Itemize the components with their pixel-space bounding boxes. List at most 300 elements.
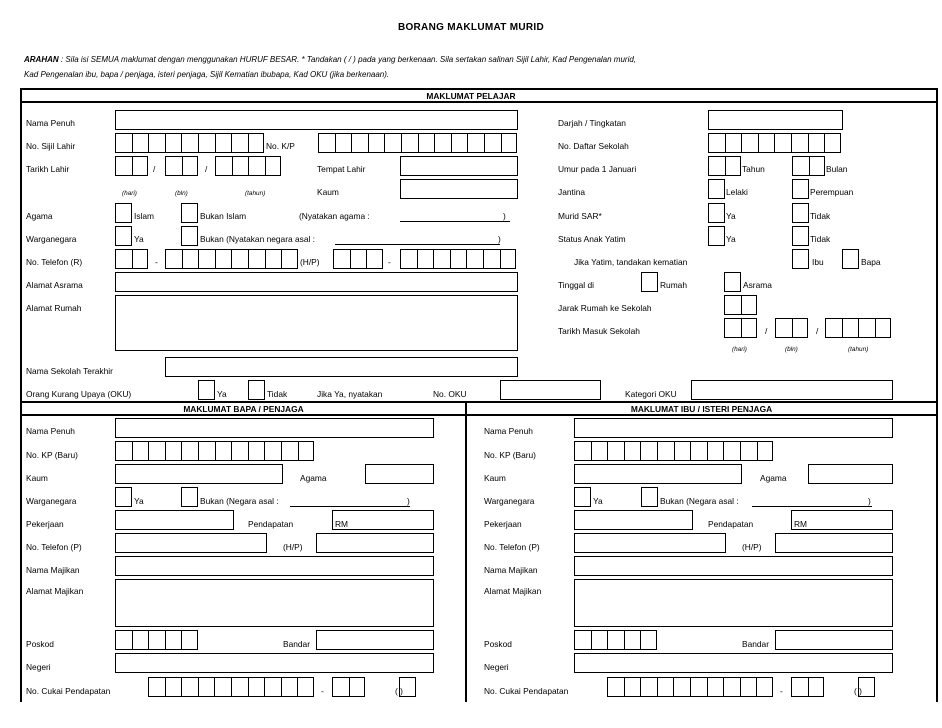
- bapa-negara-line: [290, 506, 410, 507]
- ibu-warganegara-label: Warganegara: [484, 496, 535, 506]
- student-section-header: MAKLUMAT PELAJAR: [426, 91, 516, 101]
- char-cell[interactable]: [740, 441, 757, 461]
- char-cell[interactable]: [757, 441, 774, 461]
- no-telefon-r-label: No. Telefon (R): [26, 257, 83, 267]
- bapa-pendapatan-label: Pendapatan: [248, 519, 294, 529]
- ibu-pendapatan-label: Pendapatan: [708, 519, 754, 529]
- bapa-cukai-label: No. Cukai Pendapatan: [26, 686, 111, 696]
- nama-sekolah-input[interactable]: [165, 357, 518, 377]
- student-section-bottom: [20, 401, 938, 403]
- ibu-majikan-input[interactable]: [574, 556, 893, 576]
- ibu-hp-input[interactable]: [775, 533, 893, 553]
- char-cell[interactable]: [756, 677, 773, 697]
- ibu-nama-label: Nama Penuh: [484, 426, 533, 436]
- bapa-warga-bukan-label: Bukan (Negara asal :: [200, 496, 279, 506]
- char-cell[interactable]: [657, 677, 674, 697]
- char-cell[interactable]: [433, 249, 450, 269]
- bapa-bandar-input[interactable]: [316, 630, 434, 650]
- no-sijil-lahir-label: No. Sijil Lahir: [26, 141, 76, 151]
- bapa-pekerjaan-input[interactable]: [115, 510, 234, 530]
- bapa-cukai-paren: ( ): [395, 686, 403, 696]
- char-cell[interactable]: [741, 295, 758, 315]
- char-cell[interactable]: [674, 441, 691, 461]
- ibu-poskod-label: Poskod: [484, 639, 512, 649]
- char-cell[interactable]: [501, 133, 518, 153]
- ibu-kp-label: No. KP (Baru): [484, 450, 536, 460]
- char-cell[interactable]: [708, 156, 725, 176]
- hp-label: (H/P): [300, 257, 320, 267]
- masuk-hari-hint: (hari): [732, 346, 747, 353]
- char-cell[interactable]: [640, 441, 657, 461]
- char-cell[interactable]: [624, 441, 641, 461]
- bapa-hp-input[interactable]: [316, 533, 434, 553]
- perempuan-checkbox[interactable]: [792, 179, 809, 199]
- yatim-tidak-checkbox[interactable]: [792, 226, 809, 246]
- yatim-ya-checkbox[interactable]: [708, 226, 725, 246]
- char-cell[interactable]: [115, 156, 132, 176]
- warganegara-ya-checkbox[interactable]: [115, 226, 132, 246]
- char-cell[interactable]: [792, 318, 809, 338]
- tarikh-lahir-bln[interactable]: [165, 156, 198, 176]
- char-cell[interactable]: [351, 133, 368, 153]
- nama-penuh-input[interactable]: [115, 110, 518, 130]
- char-cell[interactable]: [842, 318, 859, 338]
- frame-header-bottom: [20, 101, 938, 103]
- char-cell[interactable]: [181, 133, 198, 153]
- char-cell[interactable]: [248, 677, 265, 697]
- char-cell[interactable]: [231, 441, 248, 461]
- kematian-ibu-checkbox[interactable]: [792, 249, 809, 269]
- ibu-telefon-input[interactable]: [574, 533, 726, 553]
- no-oku-input[interactable]: [500, 380, 601, 400]
- oku-ya-checkbox[interactable]: [198, 380, 215, 400]
- alamat-asrama-label: Alamat Asrama: [26, 280, 83, 290]
- bapa-warganegara-label: Warganegara: [26, 496, 77, 506]
- bapa-negeri-input[interactable]: [115, 653, 434, 673]
- char-cell[interactable]: [417, 249, 434, 269]
- char-cell[interactable]: [132, 133, 149, 153]
- warganegara-label: Warganegara: [26, 234, 77, 244]
- jika-yatim-label: Jika Yatim, tandakan kematian: [574, 257, 688, 267]
- char-cell[interactable]: [132, 441, 149, 461]
- char-cell[interactable]: [248, 249, 265, 269]
- char-cell[interactable]: [640, 677, 657, 697]
- nama-penuh-label: Nama Penuh: [26, 118, 75, 128]
- agama-label: Agama: [26, 211, 53, 221]
- alamat-rumah-input[interactable]: [115, 295, 518, 351]
- bapa-agama-input[interactable]: [365, 464, 434, 484]
- char-cell[interactable]: [265, 156, 282, 176]
- char-cell[interactable]: [132, 630, 149, 650]
- alamat-asrama-input[interactable]: [115, 272, 518, 292]
- char-cell[interactable]: [708, 133, 725, 153]
- ibu-cukai-grid[interactable]: [607, 677, 773, 697]
- bapa-nama-input[interactable]: [115, 418, 434, 438]
- tarikh-masuk-tahun[interactable]: [825, 318, 891, 338]
- no-kp-grid[interactable]: [318, 133, 517, 153]
- char-cell[interactable]: [115, 133, 132, 153]
- bapa-hp-label: (H/P): [283, 542, 303, 552]
- warganegara-bukan-label: Bukan (Nyatakan negara asal :: [200, 234, 315, 244]
- bapa-alamat-majikan-input[interactable]: [115, 579, 434, 627]
- char-cell[interactable]: [248, 441, 265, 461]
- bapa-nama-label: Nama Penuh: [26, 426, 75, 436]
- agama-line: [400, 221, 510, 222]
- no-daftar-grid[interactable]: [708, 133, 841, 153]
- char-cell[interactable]: [467, 133, 484, 153]
- islam-checkbox[interactable]: [115, 203, 132, 223]
- char-cell[interactable]: [231, 249, 248, 269]
- ibu-rm-label: RM: [794, 519, 808, 529]
- umur-tahun-grid[interactable]: [708, 156, 741, 176]
- char-cell[interactable]: [673, 677, 690, 697]
- bapa-telefon-input[interactable]: [115, 533, 267, 553]
- char-cell[interactable]: [400, 249, 417, 269]
- char-cell[interactable]: [148, 441, 165, 461]
- oku-label: Orang Kurang Upaya (OKU): [26, 389, 132, 399]
- umur-bulan-label: Bulan: [826, 164, 848, 174]
- char-cell[interactable]: [368, 133, 385, 153]
- telefon-hp-number[interactable]: [400, 249, 516, 269]
- hari-hint: (hari): [122, 190, 137, 197]
- ibu-hp-label: (H/P): [742, 542, 762, 552]
- oku-ya-label: Ya: [217, 389, 227, 399]
- char-cell[interactable]: [725, 133, 742, 153]
- char-cell[interactable]: [281, 249, 298, 269]
- char-cell[interactable]: [248, 156, 265, 176]
- ibu-nama-input[interactable]: [574, 418, 893, 438]
- char-cell[interactable]: [607, 441, 624, 461]
- char-cell[interactable]: [758, 133, 775, 153]
- umur-label: Umur pada 1 Januari: [558, 164, 637, 174]
- sar-tidak-label: Tidak: [810, 211, 831, 221]
- char-cell[interactable]: [281, 677, 298, 697]
- darjah-input[interactable]: [708, 110, 843, 130]
- ibu-poskod-grid[interactable]: [574, 630, 657, 650]
- tarikh-masuk-slash-1: /: [765, 326, 768, 336]
- oku-tidak-label: Tidak: [267, 389, 288, 399]
- char-cell[interactable]: [418, 133, 435, 153]
- parent-header-bottom: [20, 414, 938, 416]
- char-cell[interactable]: [165, 156, 182, 176]
- bapa-majikan-label: Nama Majikan: [26, 565, 80, 575]
- char-cell[interactable]: [366, 249, 383, 269]
- char-cell[interactable]: [165, 133, 182, 153]
- char-cell[interactable]: [281, 441, 298, 461]
- tahun-hint: (tahun): [245, 190, 266, 197]
- father-section-header: MAKLUMAT BAPA / PENJAGA: [183, 404, 304, 414]
- ibu-cukai-dash: -: [780, 686, 783, 696]
- char-cell[interactable]: [115, 441, 132, 461]
- char-cell[interactable]: [640, 630, 657, 650]
- ibu-negeri-input[interactable]: [574, 653, 893, 673]
- sar-ya-label: Ya: [726, 211, 736, 221]
- char-cell[interactable]: [858, 318, 875, 338]
- tarikh-slash-2: /: [205, 164, 208, 174]
- char-cell[interactable]: [214, 677, 231, 697]
- char-cell[interactable]: [231, 133, 248, 153]
- agama-close-paren: ): [503, 211, 506, 221]
- ibu-warga-bukan-label: Bukan (Negara asal :: [660, 496, 739, 506]
- tarikh-lahir-tahun[interactable]: [215, 156, 281, 176]
- no-daftar-label: No. Daftar Sekolah: [558, 141, 629, 151]
- parent-divider: [465, 401, 467, 702]
- char-cell[interactable]: [215, 441, 232, 461]
- char-cell[interactable]: [825, 318, 842, 338]
- warganegara-ya-label: Ya: [134, 234, 144, 244]
- no-oku-label: No. OKU: [433, 389, 467, 399]
- char-cell[interactable]: [607, 630, 624, 650]
- char-cell[interactable]: [215, 133, 232, 153]
- char-cell[interactable]: [198, 677, 215, 697]
- char-cell[interactable]: [875, 318, 892, 338]
- lelaki-label: Lelaki: [726, 187, 748, 197]
- sar-ya-checkbox[interactable]: [708, 203, 725, 223]
- char-cell[interactable]: [350, 249, 367, 269]
- char-cell[interactable]: [775, 318, 792, 338]
- ibu-bandar-input[interactable]: [775, 630, 893, 650]
- char-cell[interactable]: [624, 630, 641, 650]
- bapa-cukai-grid[interactable]: [148, 677, 314, 697]
- tinggal-rumah-checkbox[interactable]: [641, 272, 658, 292]
- char-cell[interactable]: [707, 677, 724, 697]
- ibu-warga-bukan-checkbox[interactable]: [641, 487, 658, 507]
- char-cell[interactable]: [165, 249, 182, 269]
- bapa-warga-ya-checkbox[interactable]: [115, 487, 132, 507]
- char-cell[interactable]: [248, 133, 265, 153]
- umur-bulan-grid[interactable]: [792, 156, 825, 176]
- char-cell[interactable]: [148, 677, 165, 697]
- char-cell[interactable]: [181, 441, 198, 461]
- tarikh-lahir-hari[interactable]: [115, 156, 148, 176]
- sar-tidak-checkbox[interactable]: [792, 203, 809, 223]
- frame-top: [20, 88, 938, 90]
- char-cell[interactable]: [591, 630, 608, 650]
- char-cell[interactable]: [466, 249, 483, 269]
- char-cell[interactable]: [332, 677, 349, 697]
- char-cell[interactable]: [690, 441, 707, 461]
- ibu-alamat-majikan-label: Alamat Majikan: [484, 586, 542, 596]
- char-cell[interactable]: [401, 133, 418, 153]
- char-cell[interactable]: [824, 133, 841, 153]
- nyatakan-agama-label: (Nyatakan agama :: [299, 211, 370, 221]
- telefon-r-number[interactable]: [165, 249, 298, 269]
- char-cell[interactable]: [198, 441, 215, 461]
- bukan-islam-checkbox[interactable]: [181, 203, 198, 223]
- ibu-majikan-label: Nama Majikan: [484, 565, 538, 575]
- char-cell[interactable]: [450, 249, 467, 269]
- kategori-oku-input[interactable]: [691, 380, 893, 400]
- telefon-r-prefix[interactable]: [115, 249, 148, 269]
- char-cell[interactable]: [297, 677, 314, 697]
- ibu-kaum-input[interactable]: [574, 464, 742, 484]
- bapa-poskod-grid[interactable]: [115, 630, 198, 650]
- alamat-rumah-label: Alamat Rumah: [26, 303, 82, 313]
- tarikh-masuk-bln[interactable]: [775, 318, 808, 338]
- char-cell[interactable]: [132, 249, 149, 269]
- char-cell[interactable]: [591, 441, 608, 461]
- char-cell[interactable]: [182, 156, 199, 176]
- ibu-agama-input[interactable]: [808, 464, 893, 484]
- char-cell[interactable]: [657, 441, 674, 461]
- jantina-label: Jantina: [558, 187, 586, 197]
- ibu-alamat-majikan-input[interactable]: [574, 579, 893, 627]
- oku-tidak-checkbox[interactable]: [248, 380, 265, 400]
- char-cell[interactable]: [215, 249, 232, 269]
- bapa-agama-label: Agama: [300, 473, 327, 483]
- tempat-lahir-input[interactable]: [400, 156, 518, 176]
- char-cell[interactable]: [724, 295, 741, 315]
- char-cell[interactable]: [690, 677, 707, 697]
- mother-section-header: MAKLUMAT IBU / ISTERI PENJAGA: [630, 404, 773, 414]
- tarikh-masuk-label: Tarikh Masuk Sekolah: [558, 326, 640, 336]
- telefon-r-dash: -: [155, 257, 158, 267]
- bapa-negeri-label: Negeri: [26, 662, 51, 672]
- char-cell[interactable]: [483, 249, 500, 269]
- kaum-label: Kaum: [317, 187, 339, 197]
- char-cell[interactable]: [165, 677, 182, 697]
- char-cell[interactable]: [181, 630, 198, 650]
- ibu-warga-ya-checkbox[interactable]: [574, 487, 591, 507]
- char-cell[interactable]: [724, 318, 741, 338]
- frame-left: [20, 88, 22, 702]
- bapa-warga-ya-label: Ya: [134, 496, 144, 506]
- char-cell[interactable]: [792, 156, 809, 176]
- char-cell[interactable]: [574, 441, 591, 461]
- char-cell[interactable]: [115, 630, 132, 650]
- char-cell[interactable]: [808, 133, 825, 153]
- bukan-islam-label: Bukan Islam: [200, 211, 247, 221]
- ibu-pekerjaan-label: Pekerjaan: [484, 519, 522, 529]
- char-cell[interactable]: [808, 677, 825, 697]
- kaum-input[interactable]: [400, 179, 518, 199]
- darjah-label: Darjah / Tingkatan: [558, 118, 626, 128]
- char-cell[interactable]: [333, 249, 350, 269]
- nama-sekolah-label: Nama Sekolah Terakhir: [26, 366, 113, 376]
- char-cell[interactable]: [723, 677, 740, 697]
- bapa-warga-bukan-checkbox[interactable]: [181, 487, 198, 507]
- ibu-cukai-paren: ( ): [854, 686, 862, 696]
- char-cell[interactable]: [232, 156, 249, 176]
- char-cell[interactable]: [624, 677, 641, 697]
- char-cell[interactable]: [198, 133, 215, 153]
- char-cell[interactable]: [774, 133, 791, 153]
- ibu-bandar-label: Bandar: [742, 639, 770, 649]
- bapa-kp-label: No. KP (Baru): [26, 450, 78, 460]
- char-cell[interactable]: [725, 156, 742, 176]
- bapa-kp-grid[interactable]: [115, 441, 314, 461]
- char-cell[interactable]: [741, 318, 758, 338]
- char-cell[interactable]: [500, 249, 517, 269]
- ibu-kaum-label: Kaum: [484, 473, 506, 483]
- char-cell[interactable]: [451, 133, 468, 153]
- char-cell[interactable]: [132, 156, 149, 176]
- char-cell[interactable]: [182, 249, 199, 269]
- tarikh-masuk-hari[interactable]: [724, 318, 757, 338]
- char-cell[interactable]: [264, 441, 281, 461]
- char-cell[interactable]: [265, 249, 282, 269]
- char-cell[interactable]: [574, 630, 591, 650]
- instructions-text-1: : Sila isi SEMUA maklumat dengan menggunakan HURUF BESAR. * Tandakan ( / ) pada yang berkenaan. Sila sertakan salinan Sijil Lahir, Kad Pengenalan murid,: [58, 55, 637, 64]
- char-cell[interactable]: [809, 156, 826, 176]
- ibu-pekerjaan-input[interactable]: [574, 510, 693, 530]
- instructions-line-2: Kad Pengenalan ibu, bapa / penjaga, isteri penjaga, Sijil Kematian ibubapa, Kad OKU (jika berkenaan).: [24, 70, 390, 79]
- tarikh-lahir-label: Tarikh Lahir: [26, 164, 70, 174]
- bapa-bandar-label: Bandar: [283, 639, 311, 649]
- no-sijil-lahir-grid[interactable]: [115, 133, 264, 153]
- jarak-grid[interactable]: [724, 295, 757, 315]
- bln-hint: (bln): [175, 190, 188, 197]
- char-cell[interactable]: [231, 677, 248, 697]
- char-cell[interactable]: [741, 133, 758, 153]
- bapa-majikan-input[interactable]: [115, 556, 434, 576]
- char-cell[interactable]: [384, 133, 401, 153]
- form-title: BORANG MAKLUMAT MURID: [397, 22, 545, 33]
- char-cell[interactable]: [434, 133, 451, 153]
- bapa-pekerjaan-label: Pekerjaan: [26, 519, 64, 529]
- char-cell[interactable]: [723, 441, 740, 461]
- bapa-cukai-suffix-grid[interactable]: [332, 677, 365, 697]
- char-cell[interactable]: [264, 677, 281, 697]
- ibu-telefon-label: No. Telefon (P): [484, 542, 540, 552]
- char-cell[interactable]: [791, 677, 808, 697]
- ibu-cukai-suffix-grid[interactable]: [791, 677, 824, 697]
- char-cell[interactable]: [198, 249, 215, 269]
- bapa-rm-label: RM: [335, 519, 349, 529]
- char-cell[interactable]: [165, 441, 182, 461]
- char-cell[interactable]: [707, 441, 724, 461]
- ibu-label: Ibu: [812, 257, 824, 267]
- char-cell[interactable]: [181, 677, 198, 697]
- ibu-kp-grid[interactable]: [574, 441, 773, 461]
- char-cell[interactable]: [740, 677, 757, 697]
- negara-line: [335, 244, 500, 245]
- char-cell[interactable]: [607, 677, 624, 697]
- ibu-negara-close: ): [868, 496, 871, 506]
- char-cell[interactable]: [298, 441, 315, 461]
- char-cell[interactable]: [165, 630, 182, 650]
- char-cell[interactable]: [791, 133, 808, 153]
- lelaki-checkbox[interactable]: [708, 179, 725, 199]
- char-cell[interactable]: [215, 156, 232, 176]
- tinggal-asrama-checkbox[interactable]: [724, 272, 741, 292]
- negara-close-paren: ): [498, 234, 501, 244]
- char-cell[interactable]: [335, 133, 352, 153]
- yatim-ya-label: Ya: [726, 234, 736, 244]
- instructions-line-1: [24, 55, 636, 64]
- bapa-negara-close: ): [407, 496, 410, 506]
- bapa-poskod-label: Poskod: [26, 639, 54, 649]
- char-cell[interactable]: [318, 133, 335, 153]
- char-cell[interactable]: [349, 677, 366, 697]
- char-cell[interactable]: [148, 133, 165, 153]
- char-cell[interactable]: [484, 133, 501, 153]
- kematian-bapa-checkbox[interactable]: [842, 249, 859, 269]
- murid-sar-label: Murid SAR*: [558, 211, 602, 221]
- umur-tahun-label: Tahun: [742, 164, 765, 174]
- bapa-cukai-dash: -: [321, 686, 324, 696]
- char-cell[interactable]: [148, 630, 165, 650]
- status-yatim-label: Status Anak Yatim: [558, 234, 626, 244]
- warganegara-bukan-checkbox[interactable]: [181, 226, 198, 246]
- jika-ya-label: Jika Ya, nyatakan: [317, 389, 383, 399]
- frame-right: [936, 88, 938, 702]
- bapa-kaum-input[interactable]: [115, 464, 283, 484]
- telefon-hp-prefix[interactable]: [333, 249, 383, 269]
- tarikh-masuk-slash-2: /: [816, 326, 819, 336]
- bapa-telefon-label: No. Telefon (P): [26, 542, 82, 552]
- char-cell[interactable]: [115, 249, 132, 269]
